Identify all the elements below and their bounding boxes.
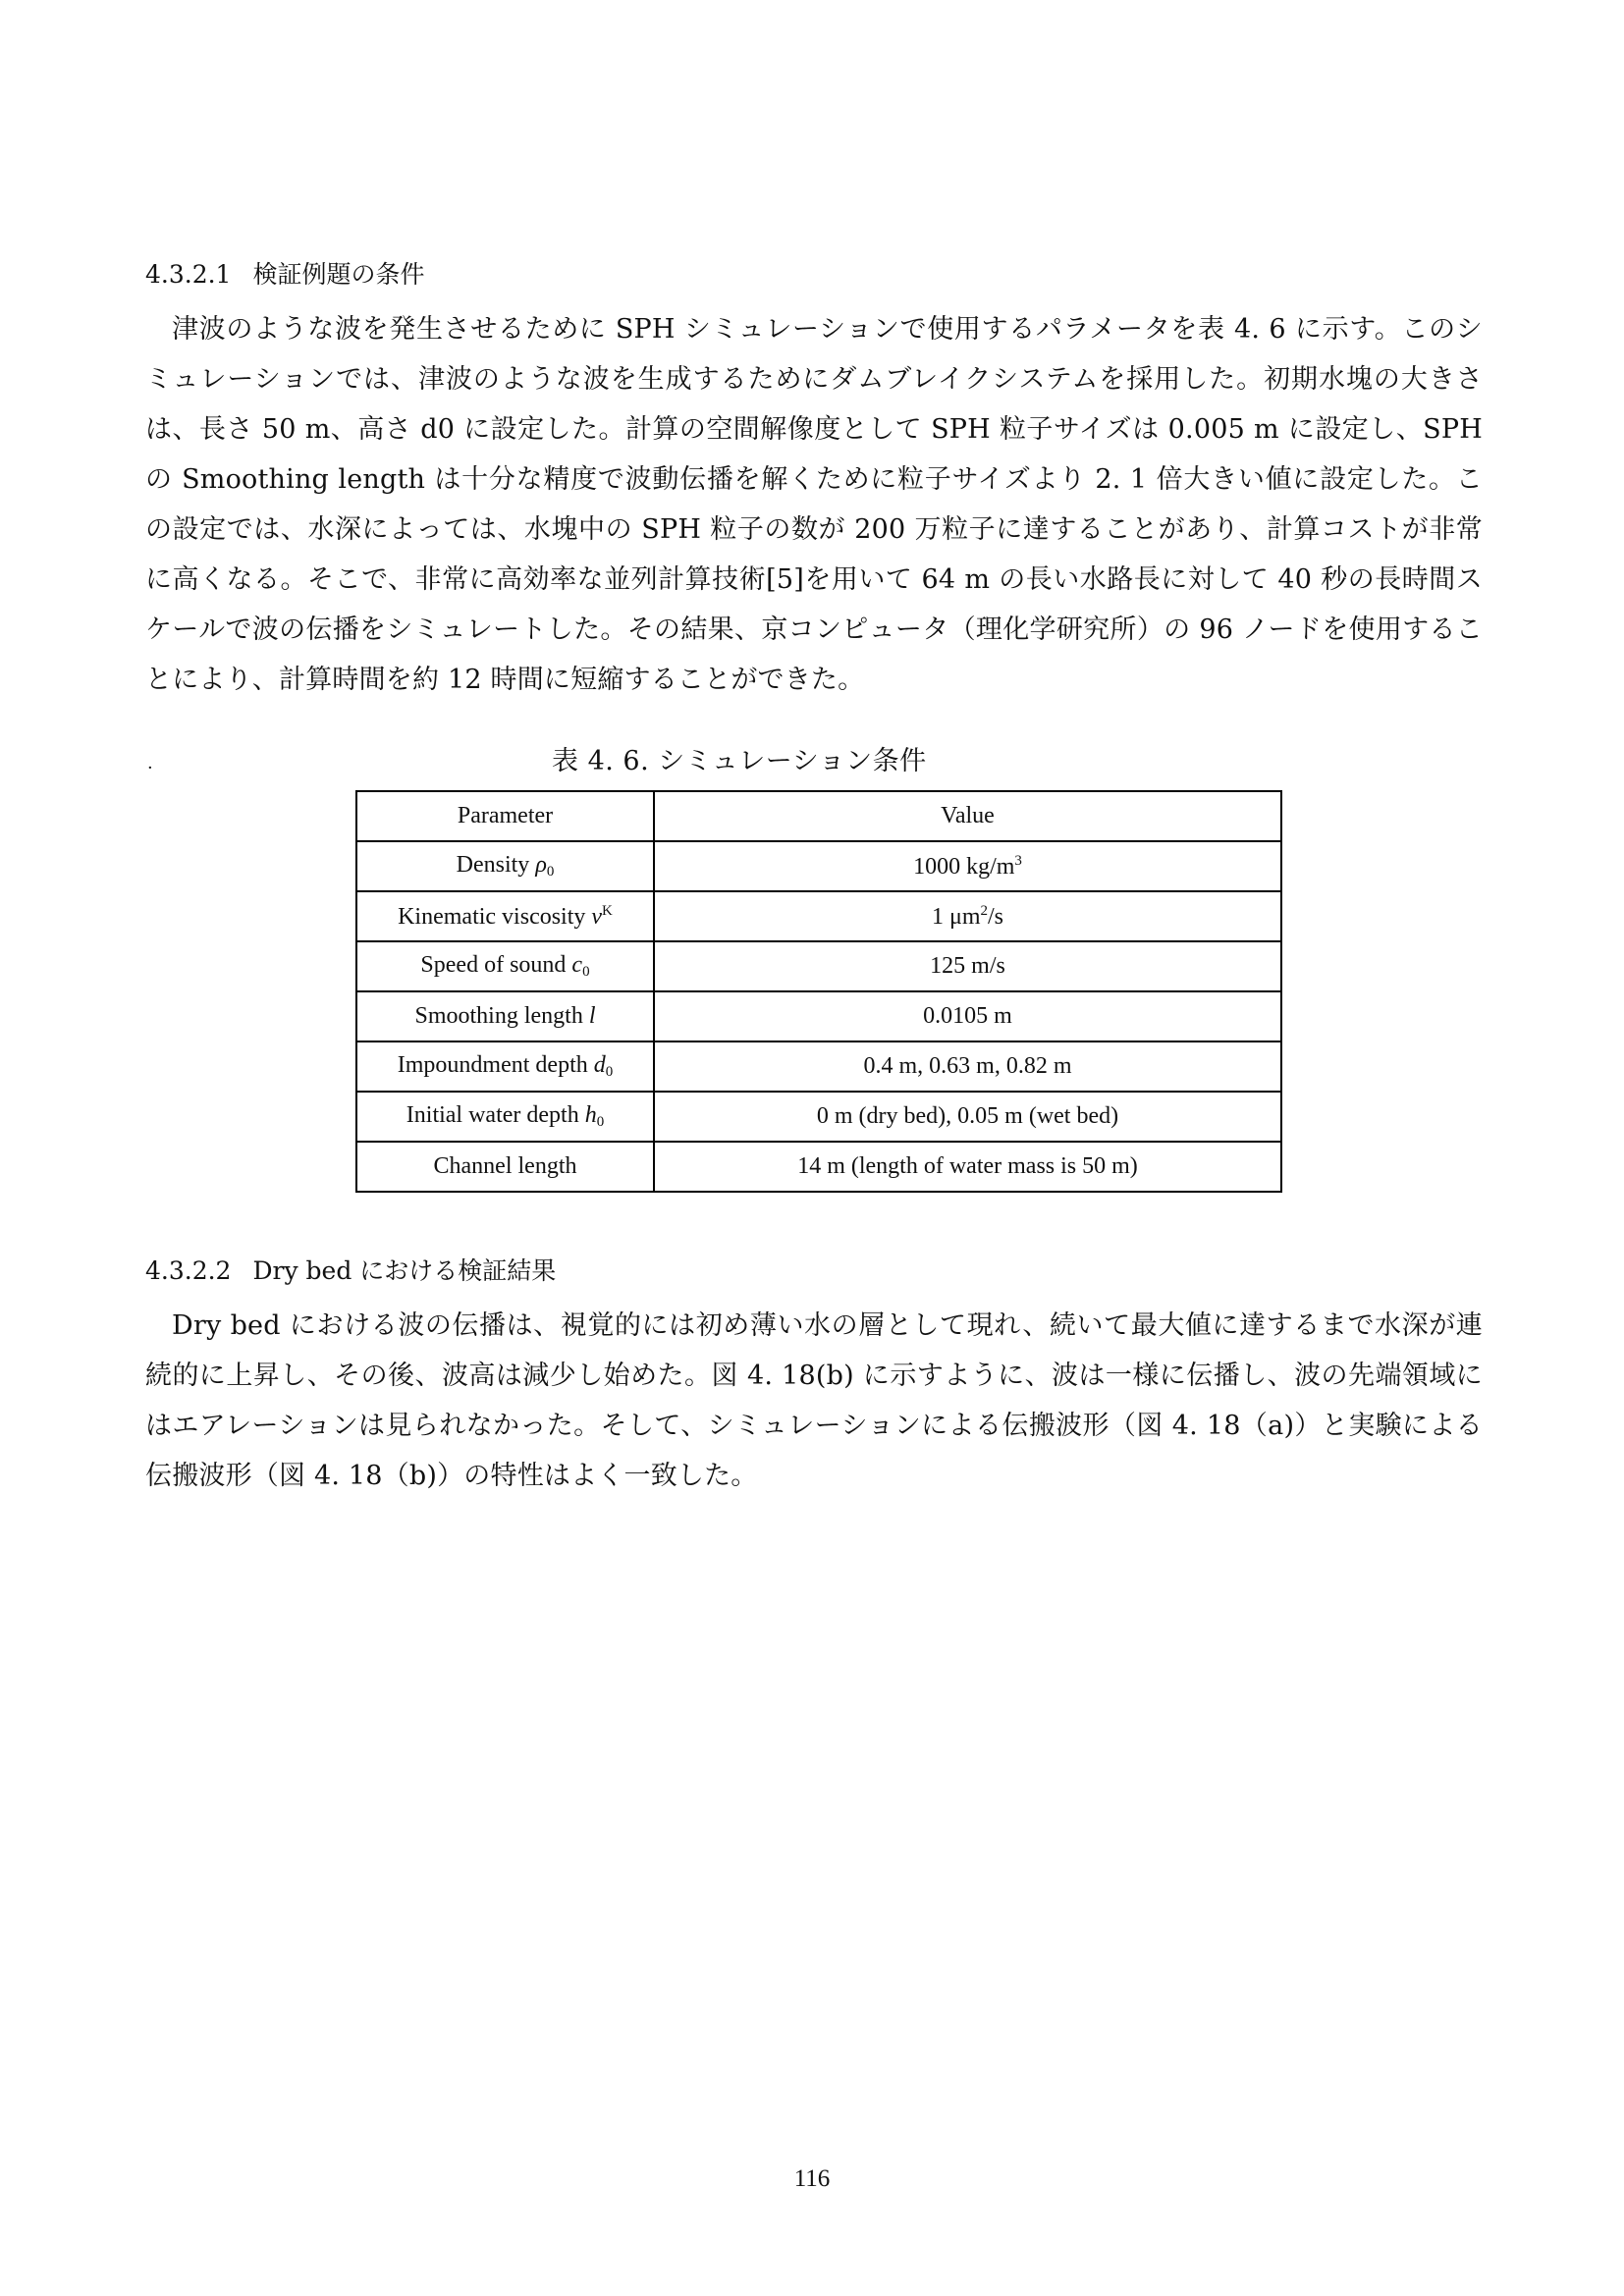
parameter-label: Smoothing length xyxy=(414,1003,583,1029)
value-unit-tail: /s xyxy=(988,903,1004,930)
section-title: Dry bed における検証結果 xyxy=(252,1256,557,1285)
parameter-symbol: c xyxy=(571,952,583,978)
parameter-label: Speed of sound xyxy=(420,952,567,978)
parameter-table xyxy=(355,790,1282,1193)
value-text: 1 μm xyxy=(931,903,981,930)
parameter-label: Impoundment depth xyxy=(397,1052,588,1078)
symbol-subscript: 0 xyxy=(582,964,590,980)
table-row xyxy=(356,841,1281,891)
section-title: 検証例題の条件 xyxy=(252,260,425,289)
value-text: 125 m/s xyxy=(930,953,1005,979)
section-heading-4-3-2-1 xyxy=(145,258,424,292)
table-header-row xyxy=(356,791,1281,841)
section-number: 4.3.2.1 xyxy=(145,260,232,289)
stray-bullet: · xyxy=(147,758,153,778)
value-cell xyxy=(654,941,1281,991)
value-cell xyxy=(654,991,1281,1041)
header-cell-value: Value xyxy=(654,791,1281,841)
table-row xyxy=(356,941,1281,991)
symbol-subscript: 0 xyxy=(596,1114,605,1130)
value-cell xyxy=(654,841,1281,891)
table-row xyxy=(356,991,1281,1041)
table-row xyxy=(356,1092,1281,1142)
parameter-symbol: d xyxy=(593,1052,606,1078)
parameter-label: Channel length xyxy=(433,1153,577,1179)
parameter-cell xyxy=(356,991,654,1041)
value-cell xyxy=(654,1041,1281,1092)
parameter-cell xyxy=(356,941,654,991)
table-row xyxy=(356,891,1281,941)
section-paragraph: Dry bed における波の伝播は、視覚的には初め薄い水の層として現れ、続いて最大値に達するまで水深が連続的に上昇し、その後、波高は減少し始めた。図 4. 18(b) に示すように、波は一様に伝播し、波の先端領域にはエアレーションは見られなかった。そして、シミュレーションによる伝搬波形（図 4. 18（a)）と実験による伝搬波形（図 4. 18（b)）の特性はよく一致した。 xyxy=(145,1310,1483,1491)
symbol-subscript: 0 xyxy=(605,1064,614,1080)
parameter-cell xyxy=(356,1092,654,1142)
parameter-symbol: l xyxy=(588,1003,596,1029)
value-text: 0.0105 m xyxy=(923,1003,1012,1029)
parameter-label: Kinematic viscosity xyxy=(398,903,586,930)
parameter-cell xyxy=(356,891,654,941)
value-text: 1000 kg/m xyxy=(913,853,1015,880)
parameter-symbol: ρ xyxy=(535,852,547,878)
value-text: 14 m (length of water mass is 50 m) xyxy=(797,1153,1138,1179)
value-superscript: 2 xyxy=(980,902,989,919)
table-row xyxy=(356,1041,1281,1092)
value-cell xyxy=(654,1092,1281,1142)
section-heading-4-3-2-2 xyxy=(145,1255,556,1288)
symbol-subscript: 0 xyxy=(546,864,555,880)
value-text: 0 m (dry bed), 0.05 m (wet bed) xyxy=(816,1103,1119,1129)
page-number: 116 xyxy=(793,2165,831,2192)
parameter-cell xyxy=(356,1041,654,1092)
parameter-label: Initial water depth xyxy=(406,1102,579,1128)
table-caption: 表 4. 6. シミュレーション条件 xyxy=(552,746,927,776)
parameter-symbol: ν xyxy=(591,903,603,930)
parameter-label: Density xyxy=(456,852,530,878)
table-row xyxy=(356,1142,1281,1192)
parameter-cell xyxy=(356,841,654,891)
header-cell-parameter: Parameter xyxy=(356,791,654,841)
parameter-symbol: h xyxy=(584,1102,597,1128)
parameter-cell xyxy=(356,1142,654,1192)
section-paragraph: 津波のような波を発生させるために SPH シミュレーションで使用するパラメータを表 4. 6 に示す。このシミュレーションでは、津波のような波を生成するためにダムブレイクシステムを採用した。初期水塊の大きさは、長さ 50 m、高さ d0 に設定した。計算の空間解像度として SPH 粒子サイズは 0.005 m に設定し、SPH の Smoothing length は十分な精度で波動伝播を解くために粒子サイズより 2. 1 倍大きい値に設定した。この設定では、水深によっては、水塊中の SPH 粒子の数が 200 万粒子に達することがあり、計算コストが非常に高くなる。そこで、非常に高効率な並列計算技術[5]を用いて 64 m の長い水路長に対して 40 秒の長時間スケールで波の伝播をシミュレートした。その結果、京コンピュータ（理化学研究所）の 96 ノードを使用することにより、計算時間を約 12 時間に短縮することができた。 xyxy=(145,314,1483,695)
section-number: 4.3.2.2 xyxy=(145,1256,232,1285)
value-text: 0.4 m, 0.63 m, 0.82 m xyxy=(863,1053,1072,1079)
symbol-superscript: K xyxy=(602,902,613,919)
value-cell xyxy=(654,1142,1281,1192)
value-superscript: 3 xyxy=(1014,852,1022,869)
value-cell xyxy=(654,891,1281,941)
